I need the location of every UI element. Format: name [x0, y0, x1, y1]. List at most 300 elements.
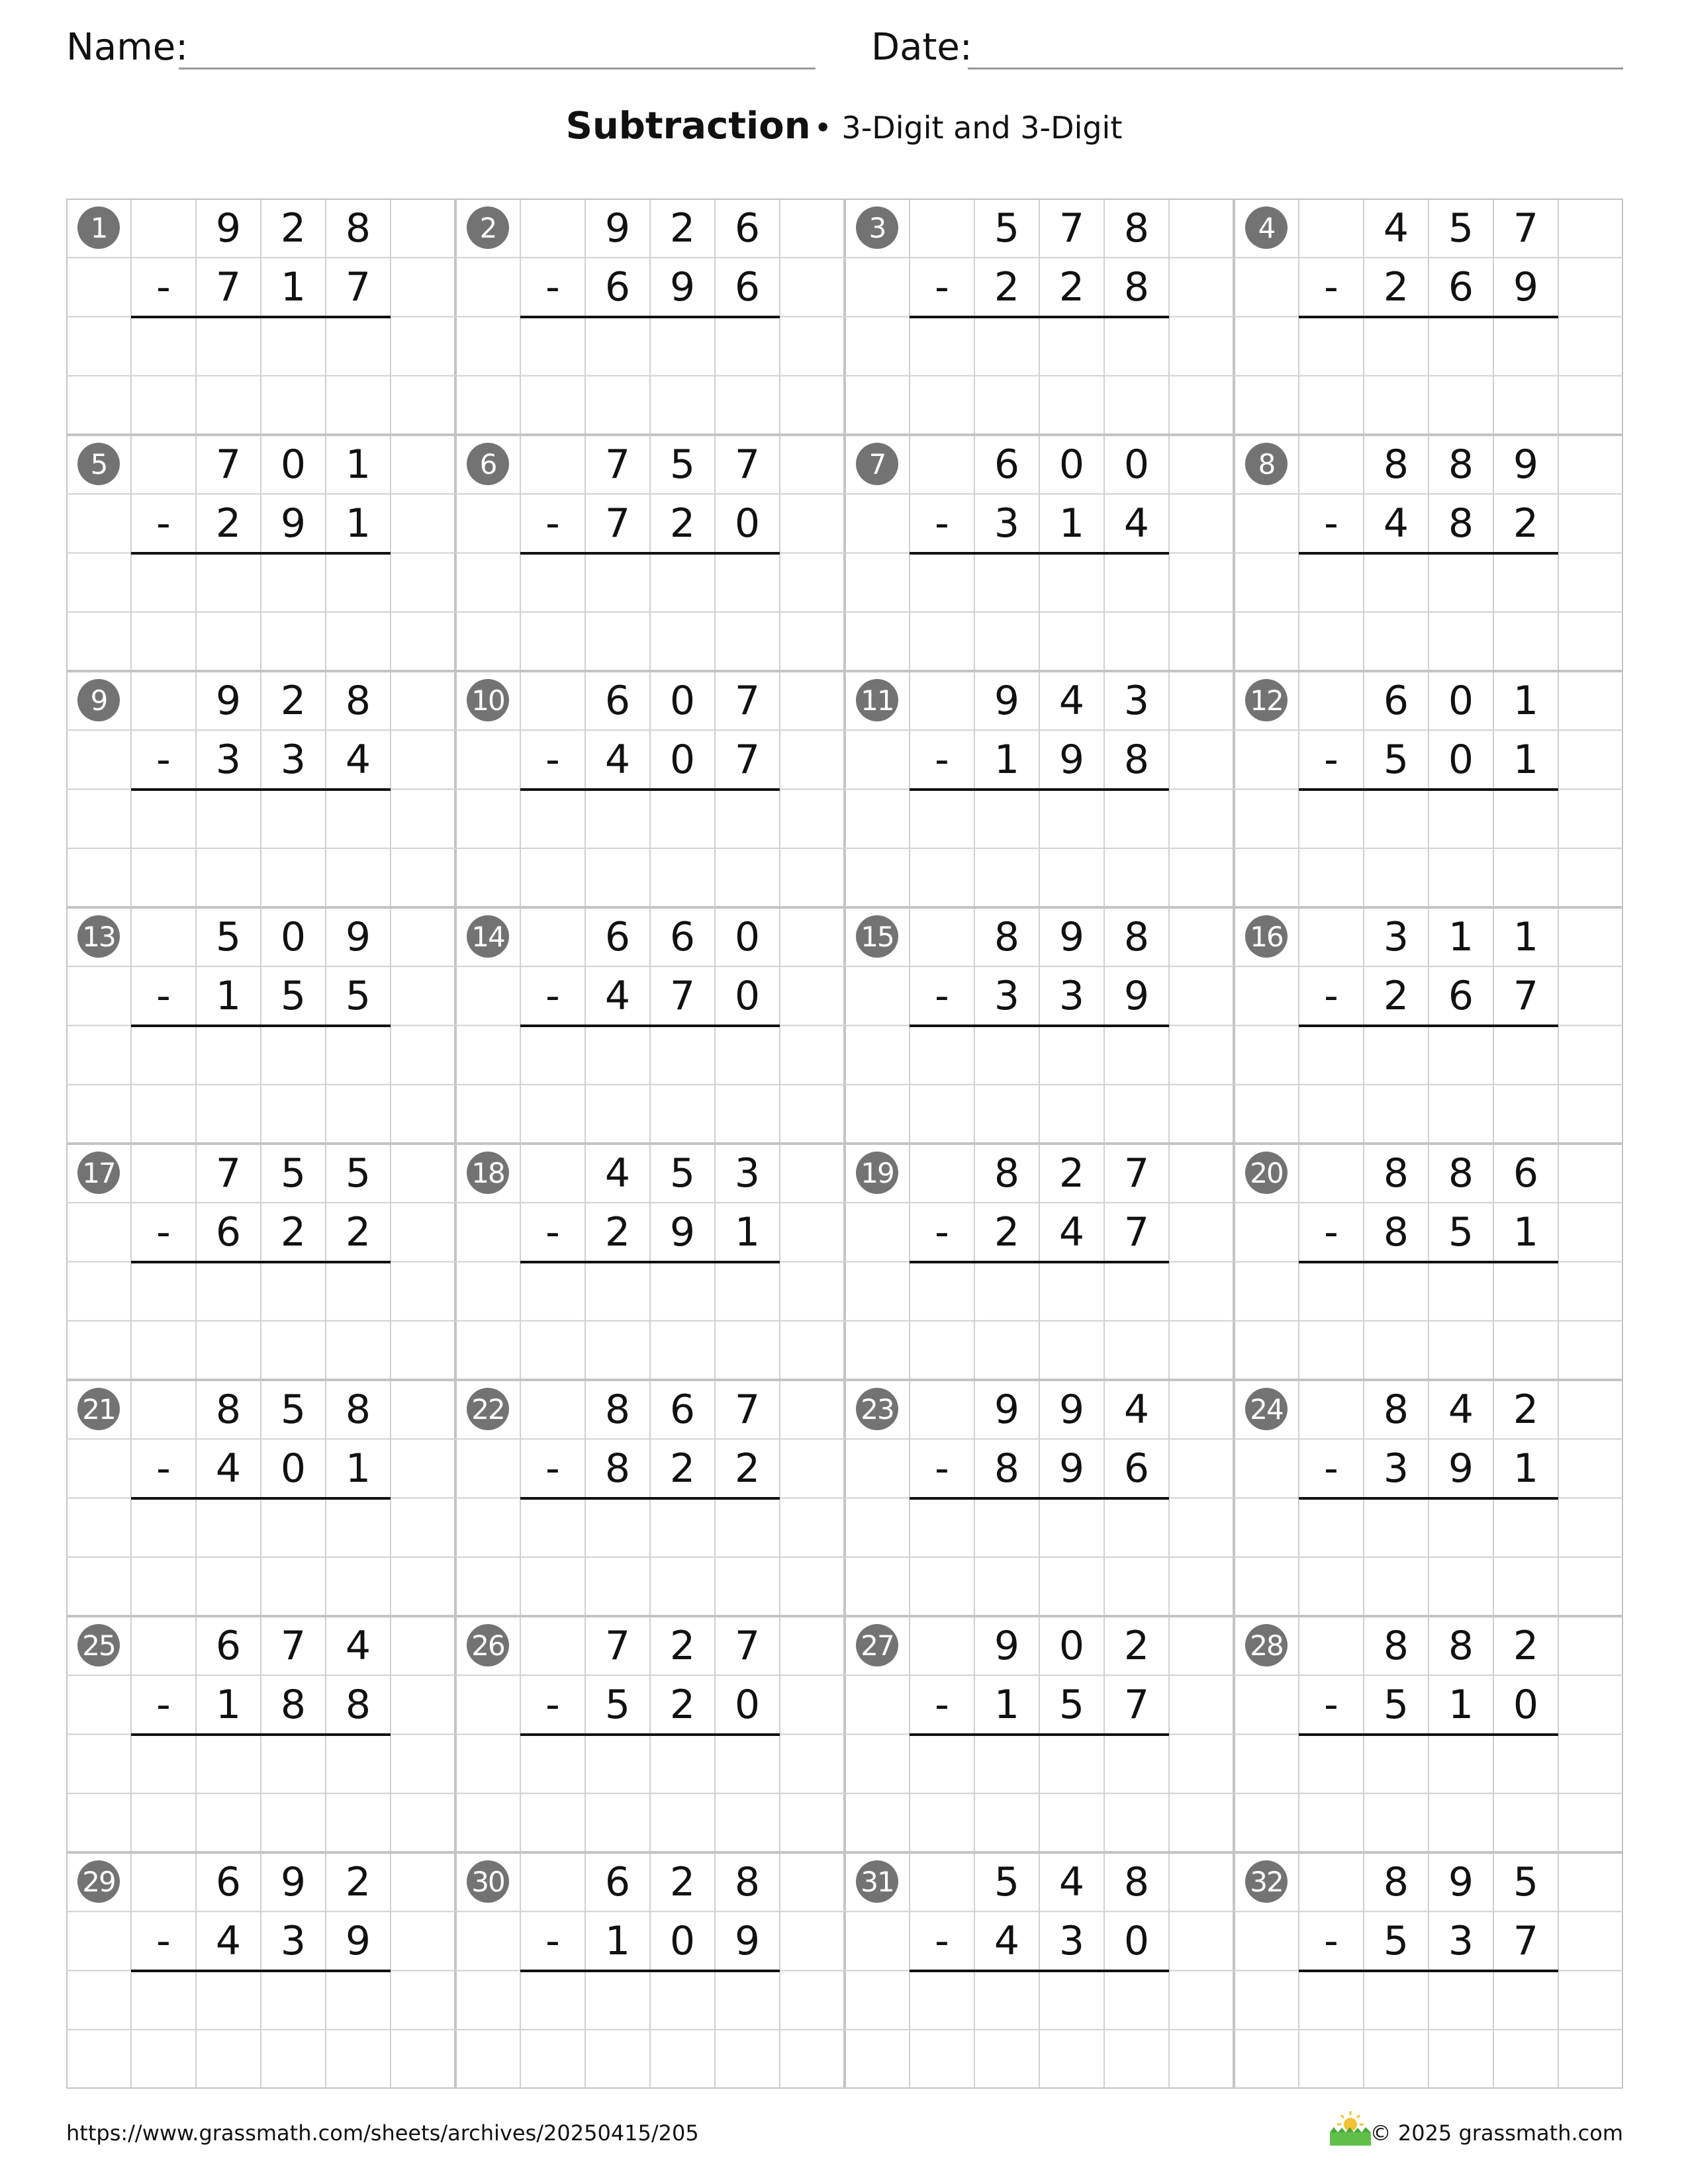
- answer-cell[interactable]: [1429, 1735, 1493, 1794]
- answer-cell[interactable]: [1493, 1971, 1558, 2030]
- answer-cell[interactable]: [1429, 790, 1493, 848]
- answer-cell[interactable]: [261, 553, 326, 612]
- subtrahend-digit: 9: [1058, 1445, 1085, 1492]
- minuend-digit: 4: [1058, 1858, 1085, 1905]
- minus-sign: -: [545, 263, 560, 310]
- answer-cell[interactable]: [585, 553, 650, 612]
- minuend-digit: 8: [1383, 1150, 1409, 1197]
- minuend-digit: 9: [604, 205, 631, 251]
- problem-number-badge: 7: [856, 443, 898, 485]
- subtrahend-digit: 2: [1383, 263, 1409, 310]
- answer-cell[interactable]: [1299, 553, 1364, 612]
- subtrahend-digit: 5: [1383, 1681, 1409, 1728]
- problem-number-badge: 20: [1245, 1152, 1288, 1194]
- minuend-digit: 5: [280, 1150, 306, 1197]
- subtrahend-digit: 6: [1448, 972, 1474, 1019]
- subtrahend-digit: 2: [669, 1681, 696, 1728]
- problem-number-badge: 21: [77, 1388, 120, 1430]
- answer-cell[interactable]: [326, 317, 391, 376]
- title-main: Subtraction: [565, 105, 811, 148]
- minus-sign: -: [935, 1208, 949, 1255]
- subtrahend-digit: 4: [604, 736, 631, 783]
- answer-cell[interactable]: [1364, 1498, 1429, 1557]
- answer-cell[interactable]: [326, 1262, 391, 1321]
- minus-sign: -: [545, 1208, 560, 1255]
- answer-cell[interactable]: [715, 1026, 780, 1085]
- subtrahend-digit: 0: [1123, 1917, 1150, 1964]
- answer-cell[interactable]: [196, 1971, 261, 2030]
- footer-url: https://www.grassmath.com/sheets/archives/20250415/205: [66, 2120, 699, 2146]
- minuend-digit: 8: [1123, 205, 1150, 251]
- subtrahend-digit: 9: [345, 1917, 371, 1964]
- minuend-digit: 9: [994, 1386, 1020, 1433]
- problem-number-badge: 29: [77, 1860, 120, 1903]
- answer-cell[interactable]: [196, 1498, 261, 1557]
- answer-cell[interactable]: [910, 1026, 974, 1085]
- answer-cell[interactable]: [1039, 1262, 1104, 1321]
- subtrahend-digit: 3: [215, 736, 242, 783]
- subtrahend-digit: 1: [215, 972, 242, 1019]
- answer-cell[interactable]: [1429, 1026, 1493, 1085]
- answer-cell[interactable]: [715, 317, 780, 376]
- subtrahend-digit: 7: [1123, 1208, 1150, 1255]
- subtrahend-digit: 1: [1513, 736, 1539, 783]
- answer-cell[interactable]: [326, 1971, 391, 2030]
- answer-cell[interactable]: [910, 1498, 974, 1557]
- answer-cell[interactable]: [974, 1735, 1039, 1794]
- minuend-digit: 7: [1513, 205, 1539, 251]
- answer-cell[interactable]: [585, 1498, 650, 1557]
- answer-cell[interactable]: [650, 1735, 715, 1794]
- problem-number-badge: 3: [856, 206, 898, 249]
- minuend-digit: 5: [669, 441, 696, 488]
- answer-cell[interactable]: [1039, 790, 1104, 848]
- minus-sign: -: [545, 736, 560, 783]
- answer-cell[interactable]: [910, 1262, 974, 1321]
- subtrahend-digit: 0: [669, 1917, 696, 1964]
- answer-cell[interactable]: [520, 553, 585, 612]
- answer-cell[interactable]: [1104, 790, 1169, 848]
- answer-cell[interactable]: [1299, 1735, 1364, 1794]
- subtrahend-digit: 9: [1058, 736, 1085, 783]
- answer-cell[interactable]: [585, 1735, 650, 1794]
- answer-cell[interactable]: [1429, 1498, 1493, 1557]
- answer-cell[interactable]: [196, 790, 261, 848]
- name-line[interactable]: [179, 68, 816, 69]
- subtrahend-digit: 3: [280, 736, 306, 783]
- minus-sign: -: [1324, 1208, 1338, 1255]
- answer-cell[interactable]: [261, 317, 326, 376]
- subtrahend-digit: 7: [604, 500, 631, 547]
- subtrahend-digit: 8: [604, 1445, 631, 1492]
- answer-cell[interactable]: [520, 1262, 585, 1321]
- minuend-digit: 9: [215, 205, 242, 251]
- subtrahend-digit: 4: [604, 972, 631, 1019]
- answer-cell[interactable]: [1493, 1262, 1558, 1321]
- answer-cell[interactable]: [261, 790, 326, 848]
- subtrahend-digit: 0: [734, 500, 761, 547]
- worksheet-title: [0, 105, 1688, 148]
- subtrahend-digit: 0: [1448, 736, 1474, 783]
- minuend-digit: 0: [1058, 1622, 1085, 1669]
- answer-cell[interactable]: [520, 1498, 585, 1557]
- minuend-digit: 5: [280, 1386, 306, 1433]
- answer-cell[interactable]: [715, 1498, 780, 1557]
- answer-cell[interactable]: [1364, 790, 1429, 848]
- answer-cell[interactable]: [261, 1735, 326, 1794]
- subtrahend-digit: 0: [1513, 1681, 1539, 1728]
- answer-cell[interactable]: [974, 1498, 1039, 1557]
- answer-cell[interactable]: [1039, 553, 1104, 612]
- minuend-digit: 9: [994, 677, 1020, 724]
- problem-number-badge: 19: [856, 1152, 898, 1194]
- subtrahend-digit: 8: [1383, 1208, 1409, 1255]
- answer-cell[interactable]: [585, 317, 650, 376]
- minuend-digit: 7: [1123, 1150, 1150, 1197]
- date-line[interactable]: [968, 68, 1623, 69]
- answer-cell[interactable]: [131, 1498, 196, 1557]
- answer-cell[interactable]: [1039, 1498, 1104, 1557]
- answer-cell[interactable]: [131, 317, 196, 376]
- title-subtitle: • 3-Digit and 3-Digit: [814, 110, 1123, 146]
- minuend-digit: 8: [1383, 1622, 1409, 1669]
- minus-sign: -: [545, 972, 560, 1019]
- answer-cell[interactable]: [1104, 1262, 1169, 1321]
- answer-cell[interactable]: [1493, 790, 1558, 848]
- answer-cell[interactable]: [1299, 317, 1364, 376]
- answer-cell[interactable]: [261, 1026, 326, 1085]
- answer-cell[interactable]: [1364, 317, 1429, 376]
- subtrahend-digit: 7: [215, 263, 242, 310]
- minuend-digit: 0: [280, 913, 306, 960]
- problem-number-badge: 17: [77, 1152, 120, 1194]
- answer-cell[interactable]: [196, 1026, 261, 1085]
- answer-cell[interactable]: [1364, 1735, 1429, 1794]
- minuend-digit: 8: [1383, 441, 1409, 488]
- answer-cell[interactable]: [585, 1971, 650, 2030]
- subtrahend-digit: 8: [1123, 263, 1150, 310]
- answer-cell[interactable]: [326, 1498, 391, 1557]
- answer-cell[interactable]: [650, 553, 715, 612]
- minuend-digit: 9: [1058, 1386, 1085, 1433]
- answer-cell[interactable]: [520, 1971, 585, 2030]
- answer-cell[interactable]: [1299, 790, 1364, 848]
- subtrahend-digit: 4: [1123, 500, 1150, 547]
- problem-grid: [66, 199, 1623, 2089]
- subtrahend-digit: 1: [1448, 1681, 1474, 1728]
- minuend-digit: 8: [604, 1386, 631, 1433]
- answer-cell[interactable]: [974, 790, 1039, 848]
- problem-number-badge: 32: [1245, 1860, 1288, 1903]
- answer-cell[interactable]: [326, 1026, 391, 1085]
- subtrahend-digit: 1: [1058, 500, 1085, 547]
- minuend-digit: 9: [215, 677, 242, 724]
- subtrahend-digit: 1: [345, 1445, 371, 1492]
- subtrahend-digit: 3: [1058, 972, 1085, 1019]
- problem-number-badge: 25: [77, 1624, 120, 1666]
- subtrahend-digit: 5: [604, 1681, 631, 1728]
- minuend-digit: 5: [1448, 205, 1474, 251]
- subtrahend-digit: 9: [669, 1208, 696, 1255]
- problem-number-badge: 8: [1245, 443, 1288, 485]
- subtrahend-digit: 3: [280, 1917, 306, 1964]
- answer-cell[interactable]: [1104, 553, 1169, 612]
- answer-cell[interactable]: [910, 553, 974, 612]
- answer-cell[interactable]: [1299, 1262, 1364, 1321]
- problem-number-badge: 31: [856, 1860, 898, 1903]
- subtrahend-digit: 2: [1383, 972, 1409, 1019]
- minus-sign: -: [156, 1208, 171, 1255]
- answer-cell[interactable]: [261, 1262, 326, 1321]
- minus-sign: -: [1324, 500, 1338, 547]
- answer-cell[interactable]: [1364, 553, 1429, 612]
- minus-sign: -: [156, 736, 171, 783]
- subtrahend-digit: 1: [215, 1681, 242, 1728]
- problem-number-badge: 24: [1245, 1388, 1288, 1430]
- minuend-digit: 1: [1513, 913, 1539, 960]
- subtrahend-digit: 2: [994, 1208, 1020, 1255]
- answer-cell[interactable]: [1429, 1262, 1493, 1321]
- answer-cell[interactable]: [650, 1262, 715, 1321]
- problem-number-badge: 4: [1245, 206, 1288, 249]
- minuend-digit: 8: [345, 205, 371, 251]
- answer-cell[interactable]: [326, 790, 391, 848]
- answer-cell[interactable]: [1104, 1735, 1169, 1794]
- answer-cell[interactable]: [715, 553, 780, 612]
- answer-cell[interactable]: [261, 1971, 326, 2030]
- subtrahend-digit: 9: [1448, 1445, 1474, 1492]
- minuend-digit: 4: [1058, 677, 1085, 724]
- answer-cell[interactable]: [910, 790, 974, 848]
- subtrahend-digit: 5: [280, 972, 306, 1019]
- subtrahend-digit: 2: [1513, 500, 1539, 547]
- minus-sign: -: [156, 1445, 171, 1492]
- footer-copyright: © 2025 grassmath.com: [1370, 2120, 1623, 2146]
- answer-cell[interactable]: [196, 317, 261, 376]
- subtrahend-digit: 2: [994, 263, 1020, 310]
- subtrahend-digit: 3: [1383, 1445, 1409, 1492]
- minuend-digit: 2: [280, 677, 306, 724]
- answer-cell[interactable]: [131, 1971, 196, 2030]
- answer-cell[interactable]: [1039, 317, 1104, 376]
- subtrahend-digit: 2: [734, 1445, 761, 1492]
- minus-sign: -: [935, 263, 949, 310]
- answer-cell[interactable]: [910, 1971, 974, 2030]
- answer-cell[interactable]: [1364, 1026, 1429, 1085]
- answer-cell[interactable]: [974, 317, 1039, 376]
- answer-cell[interactable]: [1493, 317, 1558, 376]
- subtrahend-digit: 9: [669, 263, 696, 310]
- minuend-digit: 2: [669, 1858, 696, 1905]
- answer-cell[interactable]: [1039, 1026, 1104, 1085]
- subtrahend-digit: 7: [734, 736, 761, 783]
- minuend-digit: 6: [215, 1858, 242, 1905]
- minuend-digit: 2: [669, 1622, 696, 1669]
- answer-cell[interactable]: [520, 790, 585, 848]
- minuend-digit: 5: [994, 1858, 1020, 1905]
- subtrahend-digit: 1: [604, 1917, 631, 1964]
- answer-cell[interactable]: [585, 790, 650, 848]
- subtrahend-digit: 3: [1448, 1917, 1474, 1964]
- subtrahend-digit: 3: [994, 972, 1020, 1019]
- answer-cell[interactable]: [715, 790, 780, 848]
- minuend-digit: 8: [345, 1386, 371, 1433]
- answer-cell[interactable]: [1493, 553, 1558, 612]
- minus-sign: -: [1324, 1681, 1338, 1728]
- minuend-digit: 8: [1383, 1386, 1409, 1433]
- answer-cell[interactable]: [326, 1735, 391, 1794]
- subtrahend-digit: 6: [604, 263, 631, 310]
- problem-number-badge: 13: [77, 915, 120, 958]
- subtrahend-digit: 4: [994, 1917, 1020, 1964]
- date-label: Date:: [871, 26, 972, 69]
- answer-cell[interactable]: [974, 1262, 1039, 1321]
- minuend-digit: 8: [1383, 1858, 1409, 1905]
- minuend-digit: 1: [345, 441, 371, 488]
- minuend-digit: 8: [994, 913, 1020, 960]
- minuend-digit: 6: [604, 1858, 631, 1905]
- answer-cell[interactable]: [1104, 1026, 1169, 1085]
- answer-cell[interactable]: [1299, 1971, 1364, 2030]
- minuend-digit: 2: [1123, 1622, 1150, 1669]
- answer-cell[interactable]: [974, 553, 1039, 612]
- answer-cell[interactable]: [520, 1026, 585, 1085]
- answer-cell[interactable]: [1299, 1498, 1364, 1557]
- answer-cell[interactable]: [585, 1026, 650, 1085]
- answer-cell[interactable]: [196, 1735, 261, 1794]
- answer-cell[interactable]: [650, 1498, 715, 1557]
- minuend-digit: 5: [1513, 1858, 1539, 1905]
- answer-cell[interactable]: [1493, 1026, 1558, 1085]
- answer-cell[interactable]: [1104, 317, 1169, 376]
- answer-cell[interactable]: [1429, 317, 1493, 376]
- answer-cell[interactable]: [520, 317, 585, 376]
- problem-number-badge: 26: [467, 1624, 509, 1666]
- minus-sign: -: [935, 1681, 949, 1728]
- answer-cell[interactable]: [1104, 1498, 1169, 1557]
- minuend-digit: 7: [280, 1622, 306, 1669]
- problem-number-badge: 14: [467, 915, 509, 958]
- subtrahend-digit: 5: [1448, 1208, 1474, 1255]
- subtrahend-digit: 9: [280, 500, 306, 547]
- minuend-digit: 1: [1513, 677, 1539, 724]
- problem-number-badge: 10: [467, 679, 509, 721]
- answer-cell[interactable]: [326, 553, 391, 612]
- minuend-digit: 6: [1513, 1150, 1539, 1197]
- answer-cell[interactable]: [910, 317, 974, 376]
- minuend-digit: 5: [994, 205, 1020, 251]
- subtrahend-digit: 5: [1383, 736, 1409, 783]
- subtrahend-digit: 8: [994, 1445, 1020, 1492]
- answer-cell[interactable]: [715, 1735, 780, 1794]
- minuend-digit: 7: [604, 441, 631, 488]
- minuend-digit: 7: [734, 1622, 761, 1669]
- minuend-digit: 8: [215, 1386, 242, 1433]
- minuend-digit: 9: [1513, 441, 1539, 488]
- answer-cell[interactable]: [1493, 1735, 1558, 1794]
- minuend-digit: 8: [1123, 913, 1150, 960]
- minuend-digit: 8: [1123, 1858, 1150, 1905]
- answer-cell[interactable]: [520, 1735, 585, 1794]
- answer-cell[interactable]: [1039, 1735, 1104, 1794]
- minuend-digit: 3: [734, 1150, 761, 1197]
- minuend-digit: 6: [1383, 677, 1409, 724]
- answer-cell[interactable]: [1493, 1498, 1558, 1557]
- subtrahend-digit: 2: [604, 1208, 631, 1255]
- subtrahend-digit: 5: [1383, 1917, 1409, 1964]
- subtrahend-digit: 1: [994, 736, 1020, 783]
- answer-cell[interactable]: [1039, 1971, 1104, 2030]
- problem-number-badge: 5: [77, 443, 120, 485]
- subtrahend-digit: 2: [280, 1208, 306, 1255]
- answer-cell[interactable]: [131, 1262, 196, 1321]
- minus-sign: -: [935, 1445, 949, 1492]
- answer-cell[interactable]: [131, 790, 196, 848]
- subtrahend-digit: 4: [215, 1917, 242, 1964]
- subtrahend-digit: 4: [215, 1445, 242, 1492]
- answer-cell[interactable]: [650, 1971, 715, 2030]
- answer-cell[interactable]: [1364, 1262, 1429, 1321]
- minuend-digit: 7: [1058, 205, 1085, 251]
- minus-sign: -: [545, 1681, 560, 1728]
- subtrahend-digit: 7: [669, 972, 696, 1019]
- minus-sign: -: [935, 500, 949, 547]
- minuend-digit: 0: [1123, 441, 1150, 488]
- answer-cell[interactable]: [974, 1971, 1039, 2030]
- answer-cell[interactable]: [1299, 1026, 1364, 1085]
- answer-cell[interactable]: [650, 1026, 715, 1085]
- minuend-digit: 7: [604, 1622, 631, 1669]
- answer-cell[interactable]: [196, 1262, 261, 1321]
- answer-cell[interactable]: [1429, 1971, 1493, 2030]
- subtrahend-digit: 6: [734, 263, 761, 310]
- minus-sign: -: [1324, 972, 1338, 1019]
- answer-cell[interactable]: [261, 1498, 326, 1557]
- answer-cell[interactable]: [131, 1026, 196, 1085]
- answer-cell[interactable]: [131, 1735, 196, 1794]
- minus-sign: -: [935, 972, 949, 1019]
- answer-cell[interactable]: [585, 1262, 650, 1321]
- answer-cell[interactable]: [1429, 553, 1493, 612]
- answer-cell[interactable]: [650, 790, 715, 848]
- problem-number-badge: 22: [467, 1388, 509, 1430]
- minuend-digit: 2: [1058, 1150, 1085, 1197]
- subtrahend-digit: 1: [994, 1681, 1020, 1728]
- problem-number-badge: 9: [77, 679, 120, 721]
- answer-cell[interactable]: [715, 1262, 780, 1321]
- problem-number-badge: 6: [467, 443, 509, 485]
- problem-number-badge: 16: [1245, 915, 1288, 958]
- answer-cell[interactable]: [715, 1971, 780, 2030]
- subtrahend-digit: 8: [1123, 736, 1150, 783]
- answer-cell[interactable]: [196, 553, 261, 612]
- minuend-digit: 6: [669, 1386, 696, 1433]
- answer-cell[interactable]: [974, 1026, 1039, 1085]
- minus-sign: -: [1324, 736, 1338, 783]
- problem-number-badge: 12: [1245, 679, 1288, 721]
- minuend-digit: 1: [1448, 913, 1474, 960]
- subtrahend-digit: 9: [734, 1917, 761, 1964]
- answer-cell[interactable]: [1104, 1971, 1169, 2030]
- subtrahend-digit: 5: [1058, 1681, 1085, 1728]
- answer-cell[interactable]: [131, 553, 196, 612]
- minuend-digit: 3: [1383, 913, 1409, 960]
- subtrahend-digit: 7: [1123, 1681, 1150, 1728]
- minuend-digit: 8: [1448, 1622, 1474, 1669]
- answer-cell[interactable]: [1364, 1971, 1429, 2030]
- answer-cell[interactable]: [910, 1735, 974, 1794]
- answer-cell[interactable]: [650, 317, 715, 376]
